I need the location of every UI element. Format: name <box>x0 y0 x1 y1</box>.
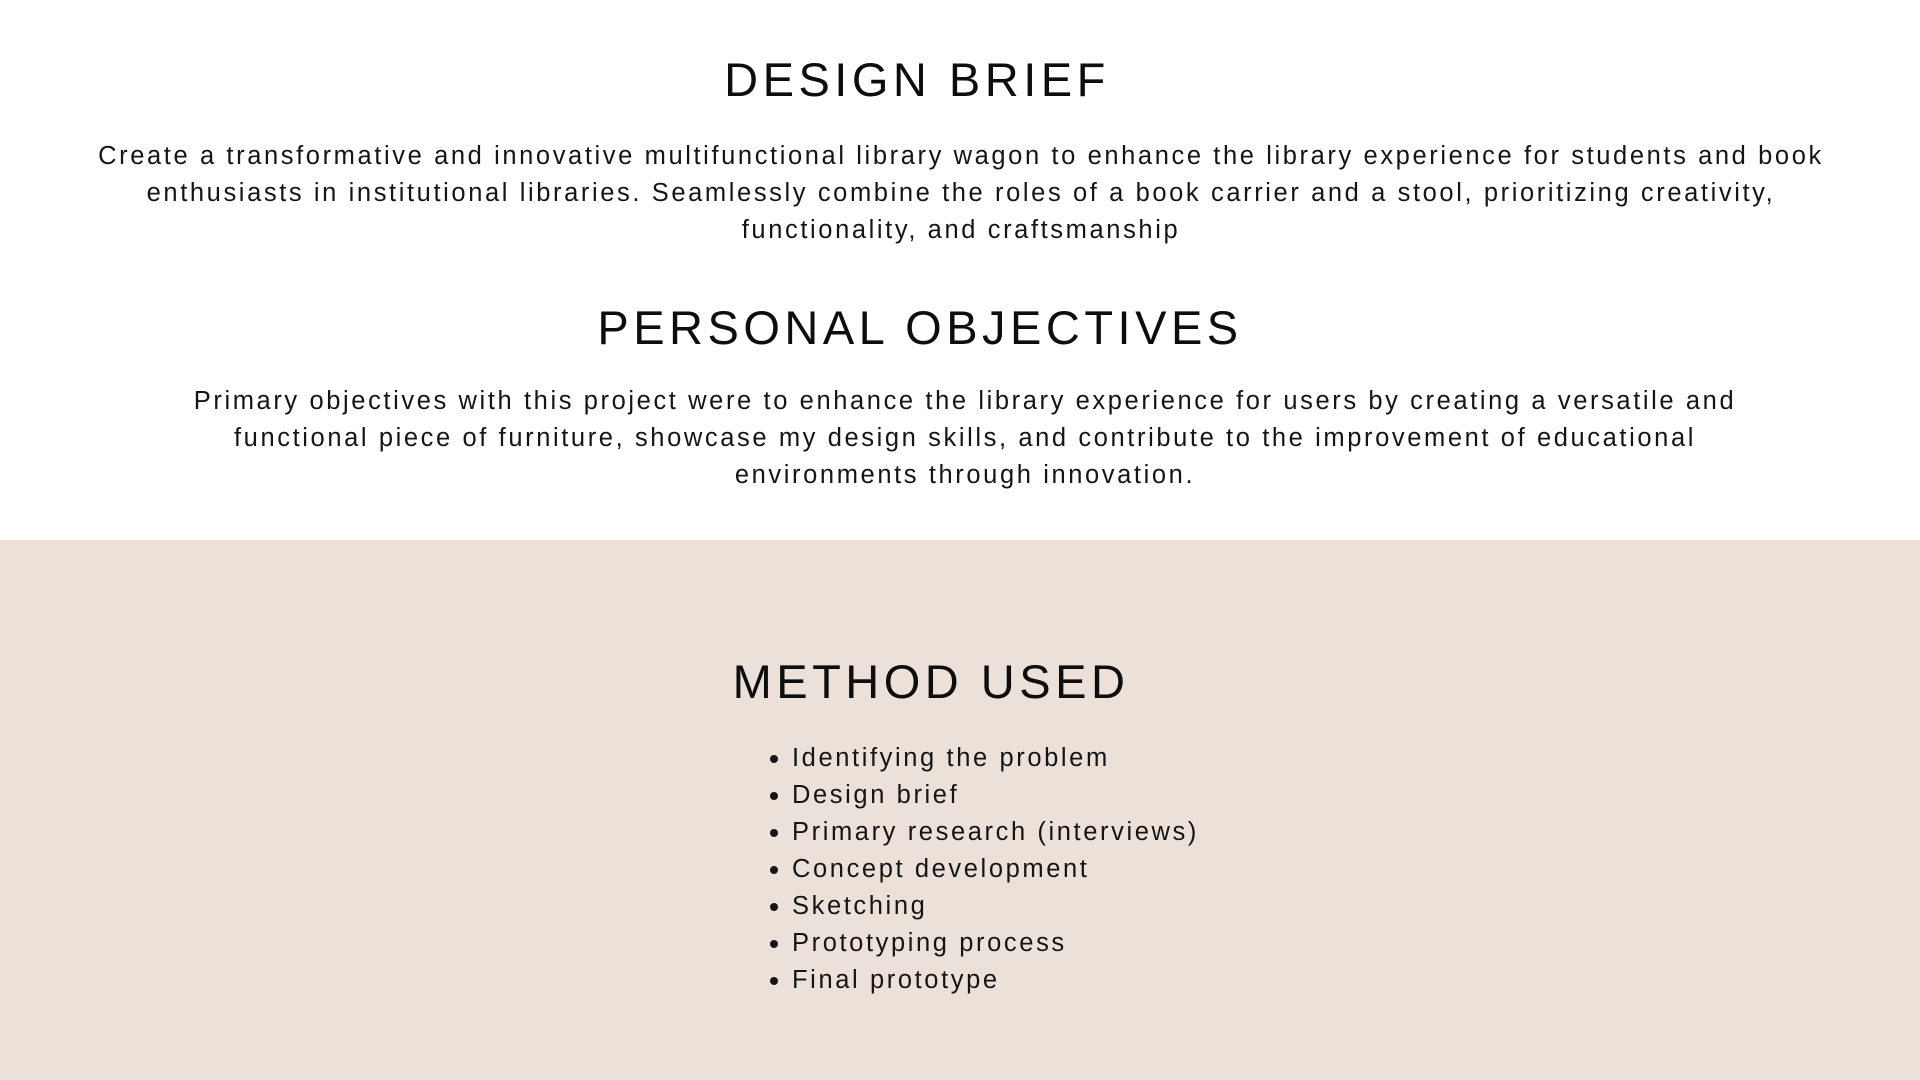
bullet-icon <box>770 940 778 948</box>
design-brief-heading: DESIGN BRIEF <box>724 53 1110 106</box>
method-item-label: Concept development <box>792 855 1090 883</box>
method-list-item <box>792 888 1199 925</box>
method-list-item <box>792 814 1199 851</box>
method-item-label: Design brief <box>792 781 960 809</box>
bullet-icon <box>770 866 778 874</box>
bullet-icon <box>770 829 778 837</box>
method-item-label: Final prototype <box>792 966 1000 994</box>
method-item-label: Primary research (interviews) <box>792 818 1199 846</box>
method-list-item <box>792 777 1199 814</box>
personal-objectives-heading: PERSONAL OBJECTIVES <box>597 301 1243 354</box>
method-list-item <box>792 925 1199 962</box>
method-item-label: Identifying the problem <box>792 744 1110 772</box>
method-used-heading: METHOD USED <box>732 655 1130 708</box>
bullet-icon <box>770 792 778 800</box>
method-list <box>792 740 1199 999</box>
method-item-label: Prototyping process <box>792 929 1067 957</box>
bullet-icon <box>770 977 778 985</box>
method-list-item <box>792 740 1199 777</box>
method-item-label: Sketching <box>792 892 928 920</box>
personal-objectives-text: Primary objectives with this project were to enhance the library experience for users by creating a versatile and functional piece of furniture, showcase my design skills, and contribute to the improvement of educational environments through innovation. <box>193 387 1737 489</box>
method-list-item <box>792 851 1199 888</box>
design-brief-text: Create a transformative and innovative multifunctional library wagon to enhance the library experience for students and book enthusiasts in institutional libraries. Seamlessly combine the roles of a book carrier and a stool, prioritizing creativity, functionality, and craftsmanship <box>98 142 1824 244</box>
bullet-icon <box>770 903 778 911</box>
bullet-icon <box>770 755 778 763</box>
method-list-item <box>792 962 1199 999</box>
